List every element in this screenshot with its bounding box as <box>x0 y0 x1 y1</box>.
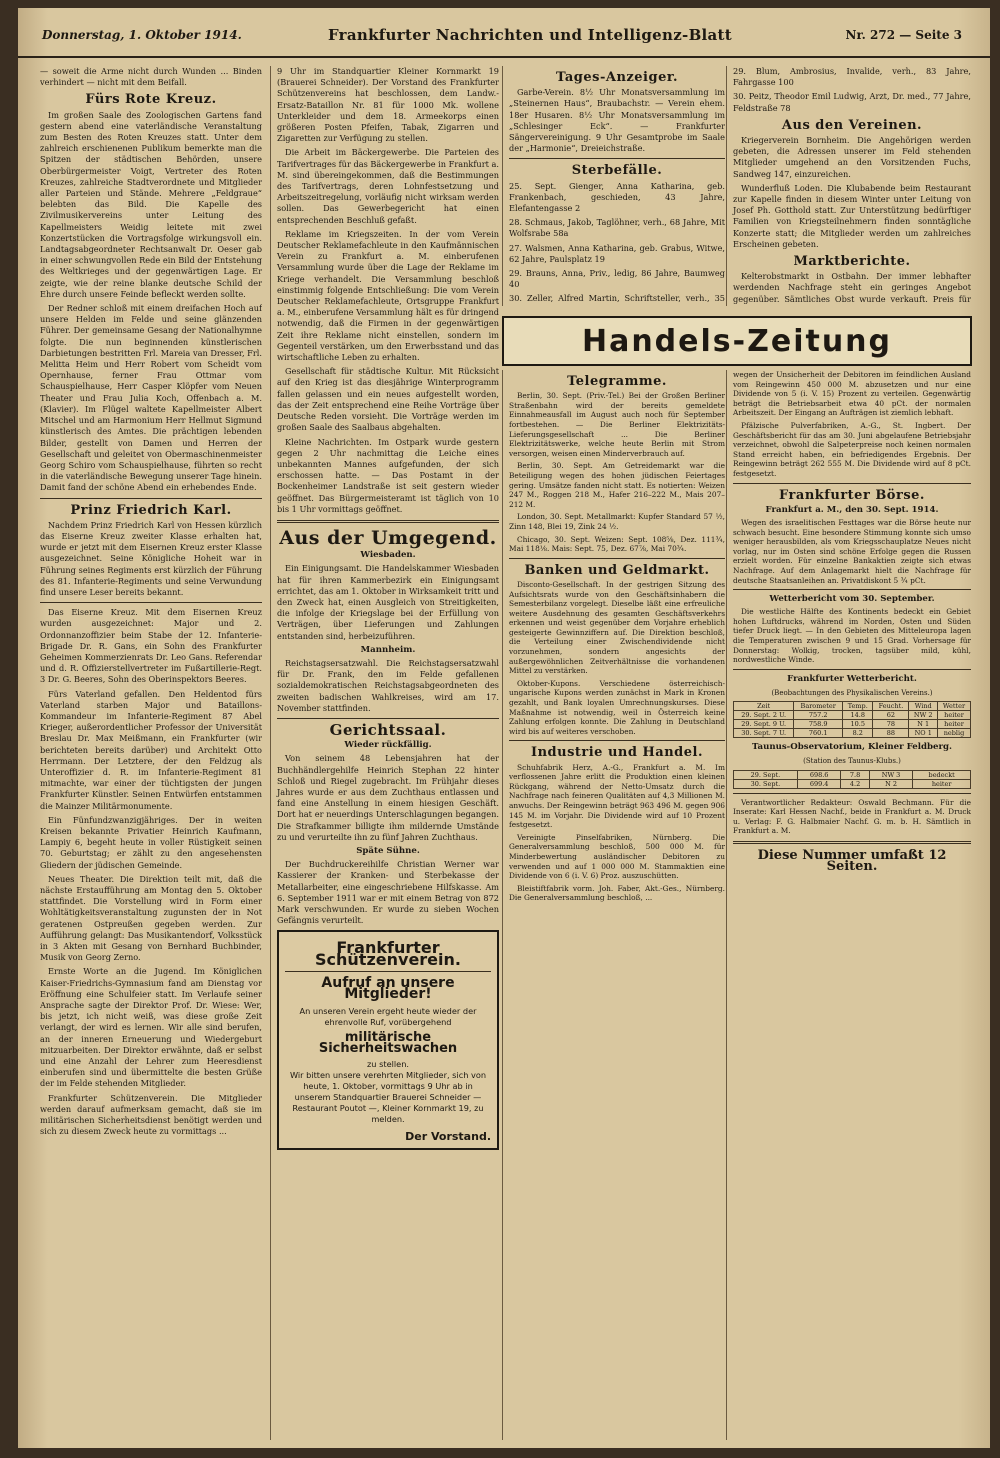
table-cell: NW 3 <box>869 770 913 779</box>
article-text: Disconto-Gesellschaft. In der gestrigen Sitzung des Aufsichtsrats wurde von den Geschäftsinhabern die Semesterbilanz vorgelegt. Dieselbe läßt eine erfreuliche weitere Ausdehnung des gesamten Geschäftsverkehrs erkennen und weist gegenüber dem Vorjahre erheblich gesteigerte Gewinnziffern auf. Die Direktion beschloß, die Verteilung einer Zwischendividende nicht vorzunehmen, sondern angesichts der außergewöhnlichen Zeitverhältnisse die vorhandenen Mittel zu verstärken. <box>509 579 725 676</box>
heading-marktberichte: Marktberichte. <box>793 254 911 270</box>
masthead <box>18 8 990 58</box>
table-cell: 7.8 <box>841 770 869 779</box>
subheading-mannheim: Mannheim. <box>360 644 416 655</box>
table-cell: 30. Sept. <box>734 779 798 788</box>
table-cell: N 1 <box>909 720 938 729</box>
heading-wetterbericht: Wetterbericht vom 30. September. <box>769 594 935 605</box>
table-cell: 10.5 <box>843 720 873 729</box>
table-header-cell: Wetter <box>938 702 971 711</box>
heading-taunus: Taunus-Observatorium, Kleiner Feldberg. <box>751 742 953 753</box>
article-text: Ernste Worte an die Jugend. Im Königlichen Kaiser-Friedrichs-Gymnasium fand am Dienstag vor Eröffnung eine Schulfeier statt. Im Verlaufe seiner Ansprache sagte der Direktor Prof. Dr. Wiese: Wer, bis jetzt, ich nicht weiß, was diese große Zeit verlangt, der wird es lernen. Wir alle sind berufen, an der inneren Erneuerung und Wiedergeburt mitzuarbeiten. Der Direktor erwähnte, daß er selbst und eine Anzahl der Lehrer zum Heeresdienst einberufen sind und übermittelte die besten Grüße der im Felde stehenden Mitglieder. <box>40 966 262 1089</box>
divider <box>277 520 499 523</box>
column-3-bottom <box>502 370 725 1440</box>
table-cell: 698.6 <box>797 770 841 779</box>
weather-table <box>733 701 971 738</box>
list-item: 27. Walsmen, Anna Katharina, geb. Grabus, Witwe, 62 Jahre, Paulsplatz 19 <box>509 242 725 264</box>
article-text: Kriegerverein Bornheim. Die Angehörigen werden gebeten, die Adressen unserer im Feld stehenden Mitglieder umgehend an den Vorsitzenden Fuchs, Sandweg 147, einzureichen. <box>733 135 971 179</box>
table-cell: 699.4 <box>797 779 841 788</box>
article-text: Von seinem 48 Lebensjahren hat der Buchhändlergehilfe Heinrich Stephan 22 hinter Schloß und Riegel zugebracht. Im Frühjahr dieses Jahres wurde er aus dem Zuchthaus entlassen und fand eine Anstellung in einem hiesigen Geschäft. Dort hat er neuerdings Unterschlagungen begangen. Die Strafkammer billigte ihm mildernde Umstände zu und verurteilte ihn zu fünf Jahren Zuchthaus. <box>277 753 499 842</box>
table-cell: 29. Sept. <box>734 770 798 779</box>
column-4-bottom <box>726 370 971 1440</box>
article-text: wegen der Unsicherheit der Debitoren im feindlichen Ausland vom Reingewinn 450 000 M. abzusetzen und nur eine Dividende von 5 (i. V. 15) Prozent zu verteilen. Gegenwärtig beträgt die Betriebsarbeit etwa 40 pCt. der normalen Arbeitszeit. Der Eingang an Aufträgen ist ziemlich lebhaft. <box>733 370 971 418</box>
table-cell: 29. Sept. 2 U. <box>734 711 794 720</box>
article-text: Fürs Vaterland gefallen. Den Heldentod fürs Vaterland starben Major und Bataillons-Kommandeur im Infanterie-Regiment 87 Abel Krieger, außerordentlicher Professor der Universität Breslau Dr. Max Meißmann, ein Frankfurter (wir berichteten bereits darüber) und Architekt Otto Herrmann. Der Letztere, der den Feldzug als Unteroffizier d. R. im Infanterie-Regiment 81 mitmachte, war einer der tüchtigsten der jungen Frankfurter Künstler. Seinen Entwürfen entstammen die Mainzer Militärmonumente. <box>40 688 262 811</box>
article-text: Vereinigte Pinselfabriken, Nürnberg. Die Generalversammlung beschloß, 500 000 M. für Minderbewertung ausländischer Debitoren zu verwenden und auf 1 000 000 M. Stammaktien eine Dividende von 6 (i. V. 6) Proz. auszuschütten. <box>509 832 725 881</box>
table-cell: NO 1 <box>909 729 938 738</box>
table-cell: 14.8 <box>843 711 873 720</box>
article-text: Reichstagsersatzwahl. Die Reichstagsersatzwahl für Dr. Frank, den im Felde gefallenen sozialdemokratischen Reichstagsabgeordneten des zweiten badischen Wahlkreises, wird am 17. November stattfinden. <box>277 657 499 713</box>
divider <box>733 841 971 844</box>
subheading-boerse-date: Frankfurt a. M., den 30. Sept. 1914. <box>765 504 939 515</box>
table-row <box>734 779 971 788</box>
ad-subheadline: militärische Sicherheitswachen <box>318 1030 458 1057</box>
heading-sterbefaelle: Sterbefälle. <box>571 163 663 179</box>
ad-text: An unseren Verein ergeht heute wieder der ehrenvolle Ruf, vorübergehend <box>299 1006 477 1028</box>
sterbefaelle-continued <box>733 66 971 114</box>
table-cell: 88 <box>873 729 909 738</box>
table-cell: 8.2 <box>843 729 873 738</box>
issue-date: Donnerstag, 1. Oktober 1914. <box>42 28 242 42</box>
table-cell: 30. Sept. 7 U. <box>734 729 794 738</box>
divider <box>509 158 725 159</box>
newspaper-page <box>18 8 990 1448</box>
heading-tages-anzeiger: Tages-Anzeiger. <box>555 70 679 85</box>
list-item: 28. Schmaus, Jakob, Taglöhner, verh., 68 Jahre, Mit Wolfsrabe 58a <box>509 217 725 239</box>
heading-gerichtssaal: Gerichtssaal. <box>329 720 447 739</box>
column-3-top <box>502 66 725 306</box>
table-cell: 758.9 <box>794 720 843 729</box>
divider <box>733 669 971 670</box>
divider <box>733 589 971 590</box>
ad-text: Wir bitten unsere verehrten Mitglieder, sich von heute, 1. Oktober, vormittags 9 Uhr ab in unserem Standquartier Brauerei Schneider — Restaurant Poutot —, Kleiner Kornmarkt 19, zu melden. <box>289 1069 487 1124</box>
taunus-table <box>733 770 971 789</box>
article-text: London, 30. Sept. Metallmarkt: Kupfer Standard 57 ½, Zinn 148, Blei 19, Zink 24 ½. <box>509 512 725 531</box>
article-text: Reklame im Kriegszeiten. In der vom Verein Deutscher Reklamefachleute in den Kaufmännischen Verein zu Frankfurt a. M. einberufenen Versammlung wurde über die Lage der Reklame im Kriege verhandelt. Die Versammlung beschloß einstimmig folgende Entschließung: Die vom Verein Deutscher Reklamefachleute, Ortsgruppe Frankfurt a. M., einberufene Versammlung hält es für dringend notwendig, daß die Firmen in der gegenwärtigen Zeit ihre Reklame nicht einstellen, sondern im Gegenteil verstärken, um den Erwerbsstand und das wirtschaftliche Leben zu erhalten. <box>277 228 499 363</box>
table-cell: NW 2 <box>909 711 938 720</box>
list-item: 25. Sept. Gienger, Anna Katharina, geb. Frankenbach, geschieden, 43 Jahre, Elefantengasse 2 <box>509 180 725 214</box>
heading-banken: Banken und Geldmarkt. <box>524 562 710 578</box>
article-text: Das Eiserne Kreuz. Mit dem Eisernen Kreuz wurden ausgezeichnet: Major und 2. Ordonnanzoffizier beim Stabe der 12. Infanterie-Brigade Dr. R. Gans, ein Sohn des Frankfurter Geheimen Kommerzienrats Dr. Leo Gans. Referendar und d. R. Offizierstellvertreter im Fußartillerie-Regt. 3 Dr. G. Beeres, Sohn des Oberinspektors Beeres. <box>40 607 262 685</box>
list-item: 29. Blum, Ambrosius, Invalide, verh., 83 Jahre, Fahrgasse 100 <box>733 66 971 88</box>
heading-wetter-table: Frankfurter Wetterbericht. <box>787 673 917 684</box>
article-text: Ein Einigungsamt. Die Handelskammer Wiesbaden hat für ihren Kammerbezirk ein Einigungsamt errichtet, das am 1. Oktober in Wirksamkeit tritt und den Zweck hat, einen Ausgleich von Streitigkeiten, die infolge der Kriegslage bei der Erfüllung von Verträgen, über Lieferungen und Zahlungen entstanden sind, herbeizuführen. <box>277 563 499 641</box>
intro-text: — soweit die Arme nicht durch Wunden ... Binden verhindert — nicht mit dem Beifall. <box>40 66 262 88</box>
divider <box>733 483 971 484</box>
list-item: 29. Brauns, Anna, Priv., ledig, 86 Jahre, Baumweg 40 <box>509 268 725 290</box>
heading-rotes-kreuz: Fürs Rote Kreuz. <box>85 92 217 108</box>
subheading-wiesbaden: Wiesbaden. <box>360 550 416 561</box>
article-text: Die westliche Hälfte des Kontinents bedeckt ein Gebiet hohen Luftdrucks, während im Norden, Osten und Süden tiefer Druck liegt. — In den Gebieten des Mitteleuropa lagen die Temperaturen zwischen 9 und 15 Grad. Vorhersage für Donnerstag: Wolkig, trocken, tagsüber mild, kühl, nordwestliche Winde. <box>733 607 971 665</box>
column-4-top <box>726 66 971 306</box>
article-text: Neues Theater. Die Direktion teilt mit, daß die nächste Erstaufführung am Montag den 5. Oktober stattfindet. Die Vorstellung wird in Form einer Wohltätigkeitsveranstaltung zugunsten der in Not geratenen Ostpreußen gegeben werden. Zur Aufführung gelangt: Das Musikantendorf, Volksstück in 3 Akten mit Gesang von Bernhard Buchbinder, Musik von Georg Zerno. <box>40 873 262 963</box>
article-text: Kleine Nachrichten. Im Ostpark wurde gestern gegen 2 Uhr nachmittag die Leiche eines unbekannten Mannes aufgefunden, der sich erschossen hatte. — Das Postamt in der Bockenheimer Landstraße ist seit gestern wieder geöffnet. Das Bürgermeisteramt ist täglich von 10 bis 1 Uhr vormittags geöffnet. <box>277 436 499 514</box>
ad-text: zu stellen. <box>367 1058 409 1069</box>
divider <box>40 498 262 499</box>
list-item: 30. Zeller, Alfred Martin, Schriftsteller, verh., 35 <box>509 293 725 304</box>
table-header-cell: Feucht. <box>873 702 909 711</box>
divider <box>509 558 725 559</box>
subheading-taunus: (Station des Taunus-Klubs.) <box>803 757 901 766</box>
divider <box>277 718 499 719</box>
table-row <box>734 720 971 729</box>
column-1 <box>40 66 262 1440</box>
heading-industrie: Industrie und Handel. <box>531 745 703 761</box>
table-header-cell: Wind <box>909 702 938 711</box>
table-header-row <box>734 702 971 711</box>
article-text: Wegen des israelitischen Festtages war die Börse heute nur schwach besucht. Eine besondere Stimmung konnte sich umso weniger herausbilden, als vom Kriegsschauplatze Neues nicht vorlag, nur im Osten sind schöne Erfolge gegen die Russen erzielt worden. Für einzelne Bankaktien zeigte sich etwas Nachfrage. Auf dem Anlagemarkt hielt die Nachfrage für deutsche Staatsanleihen an. Privatdiskont 5 ¾ pCt. <box>733 517 971 585</box>
article-text: Der Redner schloß mit einem dreifachen Hoch auf unsere Helden im Felde und seine glänzenden Führer. Der gemeinsame Gesang der Nationalhymne folgte. Die nun beginnenden künstlerischen Darbietungen bestritten Frl. Mareia van Dresser, Frl. Melitta Heim und Herr Robert vom Scheidt vom Opernhause, ferner Frau Ottmar vom Schauspielhause, Herr Casper Klöpfer vom Neuen Theater und Frau Julia Koch, Offenbach a. M. (Klavier). Im Flügel waltete Kapellmeister Albert Mitschel und am Harmonium Herr Hellmut Sigmund künstlerisch des Amtes. Die prächtigen lebenden Bilder, gestellt von Damen und Herren der Gesellschaft und geleitet von Obermaschinenmeister Georg Schiro vom Schauspielhause, führten so recht in die vaterländische Bewegung unserer Tage hinein. Damit fand der schöne Abend ein erhebendes Ende. <box>40 303 262 493</box>
heading-umgegend: Aus der Umgegend. <box>279 526 497 549</box>
table-cell: N 2 <box>869 779 913 788</box>
article-text: Chicago, 30. Sept. Weizen: Sept. 108⅝, Dez. 111¾, Mai 118⅛. Mais: Sept. 75, Dez. 67⅞, Mai 70¾. <box>509 534 725 554</box>
table-cell: heiter <box>938 720 971 729</box>
divider <box>509 740 725 741</box>
ad-headline: Aufruf an unsere Mitglieder! <box>321 974 455 1003</box>
table-header-cell: Barometer <box>794 702 843 711</box>
divider <box>40 602 262 603</box>
page-number: Nr. 272 — Seite 3 <box>845 28 962 42</box>
subheading-suehne: Späte Sühne. <box>356 846 420 856</box>
table-row <box>734 711 971 720</box>
issue-note: Diese Nummer umfaßt 12 Seiten. <box>757 848 947 875</box>
advertisement-schuetzenverein <box>277 930 499 1149</box>
table-cell: heiter <box>938 711 971 720</box>
newspaper-title: Frankfurter Nachrichten und Intelligenz-Blatt <box>328 26 733 44</box>
heading-prinz: Prinz Friedrich Karl. <box>70 502 232 518</box>
table-cell: 62 <box>873 711 909 720</box>
article-text: 9 Uhr im Standquartier Kleiner Kornmarkt 19 (Brauerei Schneider). Der Vorstand des Frankfurter Schützenvereins hat beschlossen, dem Landw.-Ersatz-Bataillon Nr. 81 für 1000 Mk. wollene Unterkleider und dem 18. Armeekorps einen größeren Posten Pfeifen, Tabak, Zigarren und Zigaretten zur Verfügung zu stellen. <box>277 66 499 144</box>
sterbefaelle-list <box>509 181 725 306</box>
table-cell: 29. Sept. 9 U. <box>734 720 794 729</box>
subheading-wetter-table: (Beobachtungen des Physikalischen Vereins.) <box>771 689 933 698</box>
heading-telegramme: Telegramme. <box>567 374 667 389</box>
article-text: Schuhfabrik Herz, A.-G., Frankfurt a. M. Im verflossenen Jahre erlitt die Produktion einen kleinen Rückgang, während der Netto-Umsatz durch die Nachfrage nach feineren Qualitäten auf 4,3 Millionen M. anwuchs. Der Reingewinn beträgt 963 496 M. gegen 906 145 M. im Vorjahr. Die Dividende wird auf 10 Prozent festgesetzt. <box>509 762 725 830</box>
article-text: Gesellschaft für städtische Kultur. Mit Rücksicht auf den Krieg ist das diesjährige Winterprogramm fallen gelassen und ein neues aufgestellt worden, das der Zeit entsprechend eine Reihe Vorträge über Deutsche Reden vorsieht. Die Vorträge werden im großen Saale des Saalbaus abgehalten. <box>277 366 499 433</box>
table-row <box>734 770 971 779</box>
article-text: Berlin, 30. Sept. Am Getreidemarkt war die Beteiligung wegen des hohen jüdischen Feiertages gering. Umsätze fanden nicht statt. Es notierten: Weizen 247 M., Roggen 218 M., Hafer 216–222 M., Mais 207–212 M. <box>509 461 725 509</box>
article-text: Oktober-Kupons. Verschiedene österreichisch-ungarische Kupons werden zunächst in Mark in Kronen gezahlt, und Bank loyalen Umrechnungskurses. Diese Maßnahme ist notwendig, weil in Österreich keine Zahlung erfolgen konnte. Die Zahlung in Deutschland wird bis auf weiteres verschoben. <box>509 678 725 736</box>
table-cell: bedeckt <box>913 770 971 779</box>
article-text: Garbe-Verein. 8½ Uhr Monatsversammlung im „Steinernen Haus“, Braubachstr. — Verein ehem. 18er Husaren. 8½ Uhr Monatsversammlung im „Schlesinger Eck“. — Frankfurter Sängervereinigung. 9 Uhr Gesamtprobe im Saale der „Harmonie“, Dreieichstraße. <box>509 87 725 154</box>
handels-zeitung-title: Handels-Zeitung <box>581 323 893 359</box>
article-text: Pfälzische Pulverfabriken, A.-G., St. Ingbert. Der Geschäftsbericht für das am 30. Juni abgelaufene Betriebsjahr verzeichnet, obwohl die Salpeterpreise noch keinen normalen Stand erreicht haben, ein befriedigendes Ergebnis. Der Reingewinn beträgt 262 555 M. Die Dividende wird auf 8 pCt. festgesetzt. <box>733 420 971 478</box>
table-header-cell: Zeit <box>734 702 794 711</box>
subheading-rueckfaellig: Wieder rückfällig. <box>344 740 432 751</box>
heading-boerse: Frankfurter Börse. <box>779 487 925 503</box>
handels-zeitung-banner <box>502 316 972 366</box>
article-text: Die Arbeit im Bäckergewerbe. Die Parteien des Tarifvertrages für das Bäckergewerbe in Frankfurt a. M. sind übereingekommen, daß die Bestimmungen des Tarifvertrags, deren Lohnfestsetzung und Arbeitszeitregelung, vorläufig nicht wirksam werden sollen. Das Gewerbegericht hat einen entsprechenden Beschluß gefaßt. <box>277 147 499 225</box>
table-cell: neblig <box>938 729 971 738</box>
table-row <box>734 729 971 738</box>
article-text: Bleistiftfabrik vorm. Joh. Faber, Akt.-Ges., Nürnberg. Die Generalversammlung beschloß, ... <box>509 883 725 903</box>
article-text: Frankfurter Schützenverein. Die Mitglieder werden darauf aufmerksam gemacht, daß sie im militärischen Sicherheitsdienst benötigt werden und sich zu diesem Zweck heute zu vormittags ... <box>40 1092 262 1137</box>
table-cell: 4.2 <box>841 779 869 788</box>
table-cell: 757.2 <box>794 711 843 720</box>
article-text: Der Buchdruckereihilfe Christian Werner war Kassierer der Kranken- und Sterbekasse der Metallarbeiter, eine eingeschriebene Hilfskasse. Am 6. September 1911 war er mit einem Betrag von 872 Mark verschwunden. Er wurde zu sieben Wochen Gefängnis verurteilt. <box>277 859 499 926</box>
article-text: Kelterobstmarkt in Ostbahn. Der immer lebhafter werdenden Nachfrage steht ein geringes Angebot gegenüber. Sämtliches Obst wurde verkauft. Preis für <box>733 271 971 304</box>
article-text: Berlin, 30. Sept. (Priv.-Tel.) Bei der Großen Berliner Straßenbahn wird der bereits gemeldete Einnahmeausfall im August auch noch für September fortbestehen. — Die Berliner Elektrizitäts-Lieferungsgesellschaft ... Die Berliner Elektrizitätswerke, welche heute Berlin mit Strom versorgen, weisen einen Minderverbrauch auf. <box>509 391 725 458</box>
table-cell: 760.1 <box>794 729 843 738</box>
article-text: Ein Fünfundzwanzigjähriges. Der in weiten Kreisen bekannte Privatier Heinrich Kaufmann, Lampiy 6, begeht heute in voller Rüstigkeit seinen 70. Geburtstag; er zählt zu den angesehensten Gliedern der jüdischen Gemeinde. <box>40 814 262 870</box>
article-text: Nachdem Prinz Friedrich Karl von Hessen kürzlich das Eiserne Kreuz zweiter Klasse erhalten hat, wurde er jetzt mit dem Eisernen Kreuz erster Klasse ausgezeichnet. Seine Königliche Hoheit war in Führung seines Regiments erst kürzlich der Führung des 81. Infanterie-Regiments und seine Verwundung find unsere Leser bereits bekannt. <box>40 519 262 597</box>
divider <box>733 793 971 794</box>
table-header-cell: Temp. <box>843 702 873 711</box>
table-cell: heiter <box>913 779 971 788</box>
article-text: Wunderfluß Loden. Die Klubabende beim Restaurant zur Kapelle finden in diesem Winter unter Leitung von Josef Ph. Gotthold statt. Zur Unterstützung bedürftiger Familien von Kriegsteilnehmern finden sonntägliche Konzerte statt; die Mitglieder werden um zahlreiches Erscheinen gebeten. <box>733 182 971 249</box>
ad-signature: Der Vorstand. <box>405 1129 491 1143</box>
table-cell: 78 <box>873 720 909 729</box>
list-item: 30. Peitz, Theodor Emil Ludwig, Arzt, Dr. med., 77 Jahre, Feldstraße 78 <box>733 91 971 113</box>
article-text: Im großen Saale des Zoologischen Gartens fand gestern abend eine vaterländische Veranstaltung zum Besten des Roten Kreuzes statt. Unter dem zahlreich erschienenen Publikum bemerkte man die Spitzen der städtischen Behörden, unsere Oberbürgermeister Voigt, Vertreter des Roten Kreuzes, zahlreiche Stadtverordnete und Mitglieder aller Parteien und Stände. Mehrere „Feldgraue“ belebten das Bild. Die Kapelle des Zivilmusikervereins unter Leitung des Kapellmeisters Weidig leitete mit zwei Konzertstücken die Vortragsfolge wirkungsvoll ein. Landtagsabgeordneter Rechtsanwalt Dr. Oeser gab in einer schwungvollen Rede ein Bild der Entstehung des Weltkrieges und der gegenwärtigen Lage. Er zeigte, wie der reine blanke deutsche Schild der Ehre durch unsere Feinde befleckt werden sollte. <box>40 109 262 299</box>
heading-vereine: Aus den Vereinen. <box>781 117 923 133</box>
column-2 <box>270 66 499 1440</box>
impressum: Verantwortlicher Redakteur: Oswald Bechmann. Für die Inserate: Karl Hessen Nachf., beide in Frankfurt a. M. Druck u. Verlag: F. G. Halbmaier Nachf. G. m. b. H. Sämtlich in Frankfurt a. M. <box>733 797 971 836</box>
divider <box>285 971 491 972</box>
ad-title: Frankfurter Schützenverein. <box>315 938 461 969</box>
